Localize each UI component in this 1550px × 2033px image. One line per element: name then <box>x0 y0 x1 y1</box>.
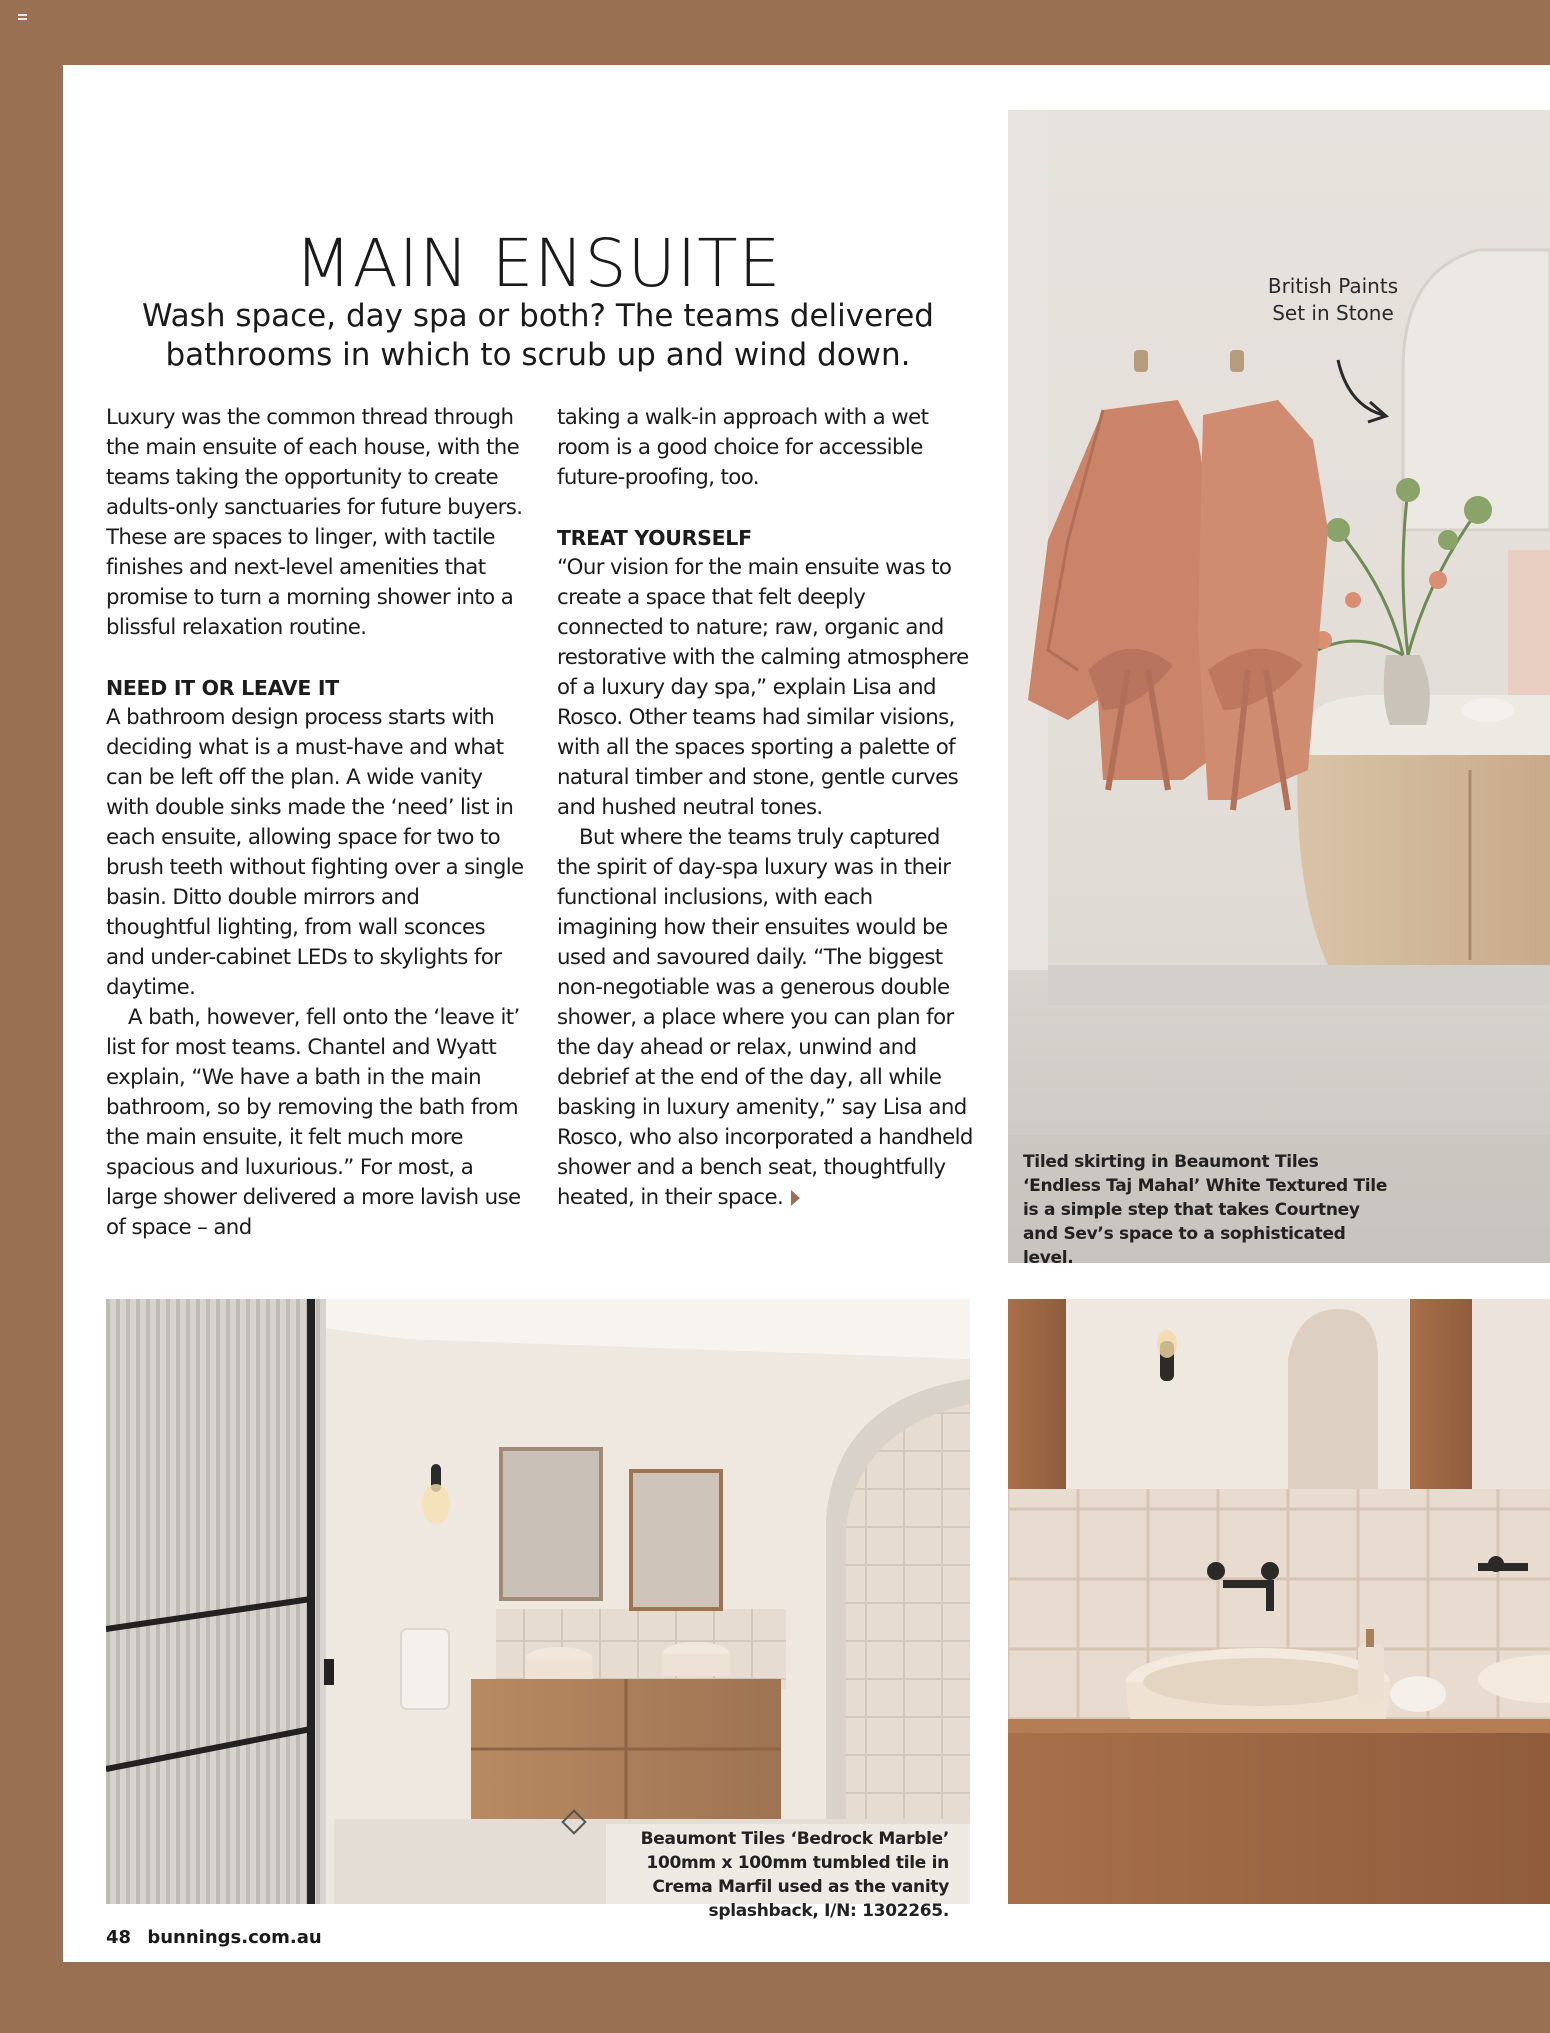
article-column-1 <box>106 403 526 1243</box>
basin-illustration <box>1008 1299 1550 1904</box>
page-subtitle: Wash space, day spa or both? The teams delivered bathrooms in which to scrub up and wind down. <box>142 298 934 373</box>
magazine-page <box>63 65 1550 1962</box>
photo-basin-closeup <box>1008 1299 1550 1904</box>
body-paragraph: But where the teams truly captured the spirit of day-spa luxury was in their functional inclusions, with each imagining how their ensuites would be used and savoured daily. “The biggest non-negotiable was a generous double shower, a place where you can plan for the day ahead or relax, unwind and debrief at the end of the day, all while basking in luxury amenity,” say Lisa and Rosco, who also incorporated a handheld shower and a bench seat, thoughtfully heated, in their space. <box>557 825 973 1210</box>
page-title: MAIN ENSUITE <box>294 225 782 302</box>
photo-caption-splashback: Beaumont Tiles ‘Bedrock Marble’ 100mm x 100mm tumbled tile in Crema Marfil used as the vanity splashback, I/N: 1302265. <box>640 1829 949 1921</box>
page-number: 48 <box>106 1927 132 1948</box>
article-column-2 <box>557 403 977 1213</box>
footer-site-link[interactable]: bunnings.com.au <box>147 1927 322 1948</box>
body-paragraph: A bath, however, fell onto the ‘leave it’ list for most teams. Chantel and Wyatt explain, “We have a bath in the main bathroom, so by removing the bath from the main ensuite, it felt much more spacious and luxurious.” For most, a large shower delivered a more lavish use of space – and <box>106 1005 521 1240</box>
vanity-illustration <box>106 1299 970 1904</box>
menu-icon[interactable] <box>18 14 32 24</box>
section-heading-treat-yourself: TREAT YOURSELF <box>557 526 752 550</box>
section-heading-need-it: NEED IT OR LEAVE IT <box>106 676 339 700</box>
photo-double-vanity <box>106 1299 970 1904</box>
page-footer <box>106 1927 322 1948</box>
paint-callout: British Paints Set in Stone <box>1267 274 1399 325</box>
body-paragraph: taking a walk-in approach with a wet room is a good choice for accessible future-proofing, too. <box>557 405 929 490</box>
body-paragraph: A bathroom design process starts with deciding what is a must-have and what can be left off the plan. A wide vanity with double sinks made the ‘need’ list in each ensuite, allowing space for two to brush teeth without fighting over a single basin. Ditto double mirrors and thoughtful lighting, from wall sconces and under-cabinet LEDs to skylights for daytime. <box>106 705 524 1000</box>
photo-caption-tiled-skirting: Tiled skirting in Beaumont Tiles ‘Endless Taj Mahal’ White Textured Tile is a simple step that takes Courtney and Sev’s space to a sophisticated level. <box>1023 1152 1388 1268</box>
body-paragraph: “Our vision for the main ensuite was to create a space that felt deeply connected to nature; raw, organic and restorative with the calming atmosphere of a luxury day spa,” explain Lisa and Rosco. Other teams had similar visions, with all the spaces sporting a palette of natural timber and stone, gentle curves and hushed neutral tones. <box>557 555 969 820</box>
intro-paragraph: Luxury was the common thread through the main ensuite of each house, with the teams taking the opportunity to create adults-only sanctuaries for future buyers. These are spaces to linger, with tactile finishes and next-level amenities that promise to turn a morning shower into a blissful relaxation routine. <box>106 405 523 640</box>
continue-arrow-icon <box>791 1190 800 1206</box>
